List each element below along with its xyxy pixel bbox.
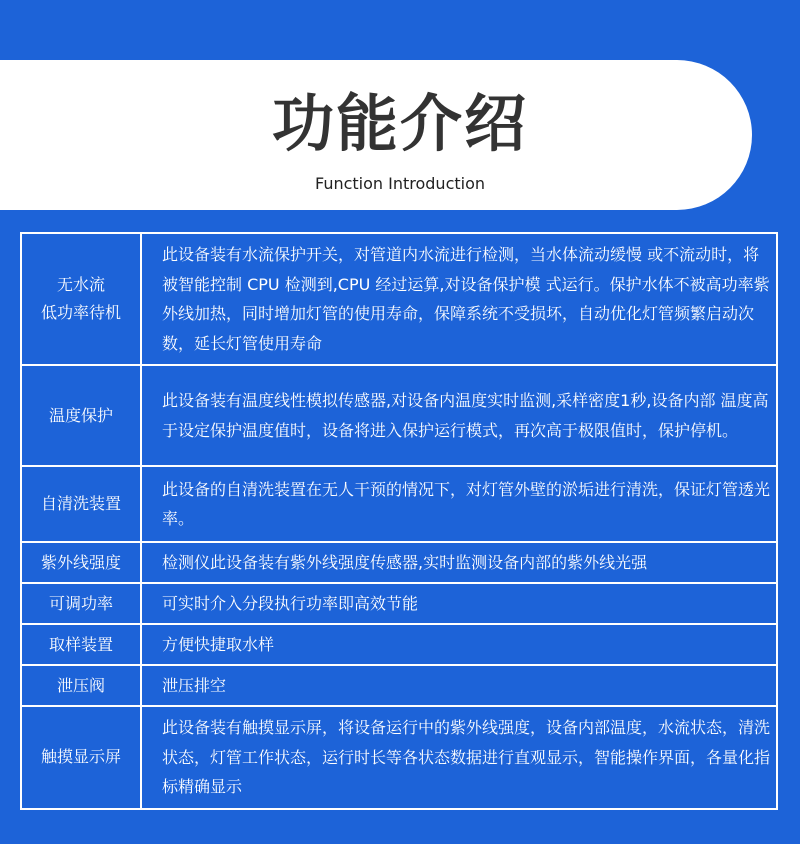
feature-name-cell	[21, 583, 141, 624]
feature-name-cell	[21, 365, 141, 466]
table-row	[21, 233, 777, 365]
table-row	[21, 624, 777, 665]
feature-description: 此设备装有触摸显示屏，将设备运行中的紫外线强度，设备内部温度，水流状态，清洗状态，灯管工作状态，运行时长等各状态数据进行直观显示，智能操作界面，各量化指标精确显示	[141, 706, 777, 809]
page-title: 功能介绍	[271, 87, 528, 160]
feature-description: 可实时介入分段执行功率即高效节能	[141, 583, 777, 624]
feature-name: 低功率待机	[40, 303, 121, 322]
feature-name: 无水流	[56, 275, 105, 294]
feature-description: 检测仪此设备装有紫外线强度传感器,实时监测设备内部的紫外线光强	[141, 542, 777, 583]
feature-name-cell	[21, 233, 141, 365]
table-row	[21, 583, 777, 624]
feature-name-cell	[21, 466, 141, 542]
table-row	[21, 365, 777, 466]
feature-name: 温度保护	[48, 405, 113, 425]
feature-name: 可调功率	[48, 593, 113, 613]
feature-description: 泄压排空	[141, 665, 777, 706]
feature-description: 此设备装有水流保护开关，对管道内水流进行检测，当水体流动缓慢 或不流动时，将被智能控制 CPU 检测到,CPU 经过运算,对设备保护模 式运行。保护水体不被高功率紫外线加热，同时增加灯管的使用寿命，保障系统不受损坏，自动优化灯管频繁启动次数，延长灯管使用寿命	[141, 233, 777, 365]
feature-name: 泄压阀	[56, 675, 105, 695]
feature-name: 取样装置	[48, 634, 113, 654]
feature-name: 自清洗装置	[40, 494, 121, 513]
feature-name-cell	[21, 542, 141, 583]
feature-name-cell	[21, 624, 141, 665]
feature-description: 此设备的自清洗装置在无人干预的情况下，对灯管外壁的淤垢进行清洗，保证灯管透光率。	[141, 466, 777, 542]
page-subtitle: Function Introduction	[314, 174, 486, 193]
feature-name: 紫外线强度	[40, 552, 121, 572]
feature-description: 此设备装有温度线性模拟传感器,对设备内温度实时监测,采样密度1秒,设备内部 温度高于设定保护温度值时，设备将进入保护运行模式，再次高于极限值时，保护停机。	[141, 365, 777, 466]
table-row	[21, 542, 777, 583]
feature-name-cell	[21, 665, 141, 706]
table-row	[21, 706, 777, 809]
table-row	[21, 665, 777, 706]
feature-name-cell	[21, 706, 141, 809]
feature-name: 触摸显示屏	[40, 747, 121, 767]
table-row	[21, 466, 777, 542]
feature-table	[20, 232, 778, 810]
feature-description: 方便快捷取水样	[141, 624, 777, 665]
